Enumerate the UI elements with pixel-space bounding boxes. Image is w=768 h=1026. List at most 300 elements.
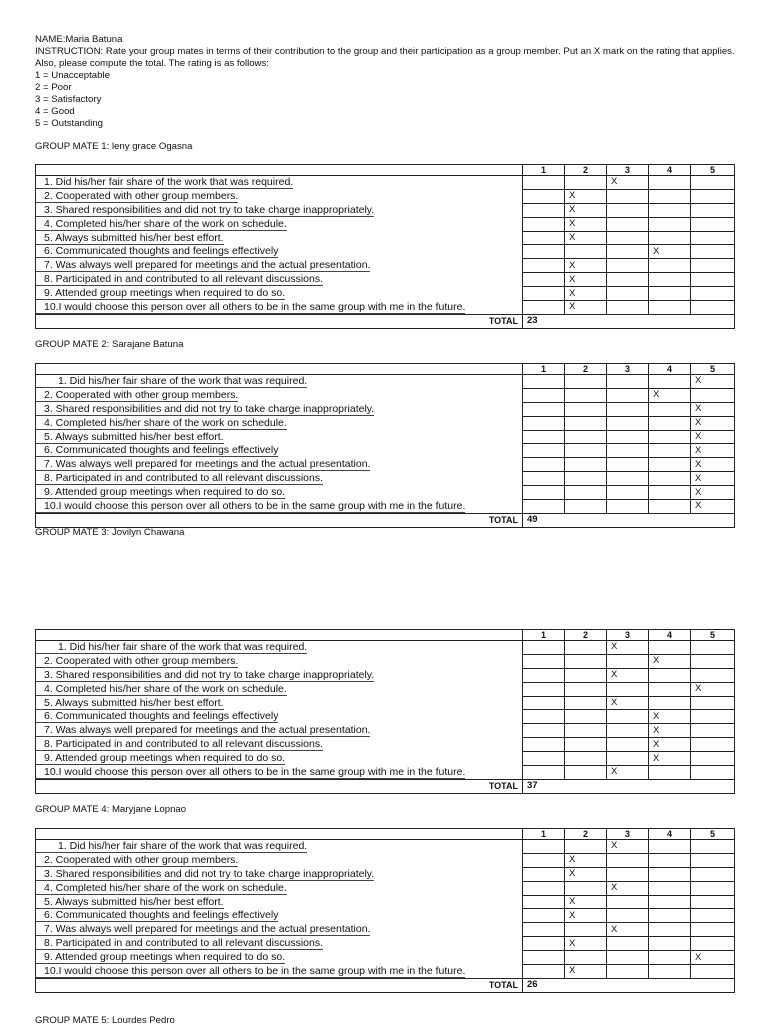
rating-cell-5[interactable]	[691, 259, 735, 273]
table-row	[36, 654, 735, 668]
rating-column-header: 3	[607, 630, 649, 641]
rating-cell-5[interactable]	[691, 273, 735, 287]
table-row	[36, 273, 735, 287]
rating-cell-1[interactable]	[523, 682, 565, 696]
rating-cell-4[interactable]	[649, 500, 691, 514]
rating-cell-4[interactable]	[649, 375, 691, 389]
rating-cell-4[interactable]	[649, 668, 691, 682]
rating-cell-5[interactable]	[691, 176, 735, 190]
rating-cell-4[interactable]: X	[649, 654, 691, 668]
rating-column-header: 5	[691, 165, 735, 176]
table-row	[36, 724, 735, 738]
rating-column-header: 2	[565, 364, 607, 375]
table-row	[36, 881, 735, 895]
rating-cell-3[interactable]: X	[607, 840, 649, 854]
rating-cell-5[interactable]	[691, 965, 735, 979]
table-row	[36, 951, 735, 965]
table-row	[36, 668, 735, 682]
rating-cell-4[interactable]	[649, 176, 691, 190]
table-row	[36, 189, 735, 203]
table-row	[36, 867, 735, 881]
rating-column-header: 1	[523, 165, 565, 176]
rating-cell-4[interactable]	[649, 641, 691, 655]
rating-cell-1[interactable]	[523, 203, 565, 217]
rating-cell-2[interactable]	[565, 766, 607, 780]
total-value[interactable]: 49	[523, 513, 735, 527]
rating-cell-4[interactable]	[649, 402, 691, 416]
table-row	[36, 444, 735, 458]
criterion-text: 5. Always submitted his/her best effort.	[36, 697, 224, 710]
rating-cell-5[interactable]	[691, 895, 735, 909]
rating-cell-5[interactable]	[691, 923, 735, 937]
rating-cell-1[interactable]	[523, 416, 565, 430]
rating-cell-3[interactable]	[607, 486, 649, 500]
rating-cell-1[interactable]	[523, 273, 565, 287]
rating-cell-1[interactable]	[523, 951, 565, 965]
rating-cell-4[interactable]: X	[649, 738, 691, 752]
rating-cell-5[interactable]	[691, 189, 735, 203]
rating-cell-5[interactable]	[691, 641, 735, 655]
rating-column-header: 5	[691, 364, 735, 375]
rating-cell-4[interactable]: X	[649, 710, 691, 724]
table-row	[36, 965, 735, 979]
rating-cell-3[interactable]	[607, 402, 649, 416]
rating-cell-5[interactable]: X	[691, 402, 735, 416]
table-row	[36, 301, 735, 315]
rating-cell-1[interactable]	[523, 923, 565, 937]
group-mate-5-title: GROUP MATE 5: Lourdes Pedro	[35, 1015, 175, 1026]
rating-cell-3[interactable]: X	[607, 766, 649, 780]
rating-cell-1[interactable]	[523, 287, 565, 301]
rating-cell-5[interactable]: X	[691, 375, 735, 389]
criterion-cell	[36, 738, 523, 752]
rating-cell-5[interactable]	[691, 738, 735, 752]
rating-cell-4[interactable]	[649, 259, 691, 273]
total-label: TOTAL	[36, 513, 523, 527]
criterion-cell	[36, 203, 523, 217]
rating-cell-2[interactable]	[565, 176, 607, 190]
rating-cell-4[interactable]: X	[649, 388, 691, 402]
rating-cell-4[interactable]	[649, 273, 691, 287]
rating-cell-1[interactable]	[523, 840, 565, 854]
rating-cell-1[interactable]	[523, 500, 565, 514]
criterion-text: 6. Communicated thoughts and feelings effectively	[36, 444, 278, 457]
rating-cell-2[interactable]	[565, 402, 607, 416]
rating-cell-2[interactable]	[565, 458, 607, 472]
rating-cell-1[interactable]	[523, 231, 565, 245]
total-row	[36, 314, 735, 328]
rating-cell-3[interactable]	[607, 965, 649, 979]
criterion-cell	[36, 641, 523, 655]
rating-cell-3[interactable]	[607, 245, 649, 259]
criterion-text: 10.I would choose this person over all others to be in the same group with me in the future.	[36, 301, 465, 314]
rating-cell-1[interactable]	[523, 867, 565, 881]
rating-column-header: 5	[691, 630, 735, 641]
rating-cell-2[interactable]	[565, 245, 607, 259]
criterion-text: 1. Did his/her fair share of the work that was required.	[36, 176, 293, 189]
rating-cell-2[interactable]: X	[565, 259, 607, 273]
table-row	[36, 430, 735, 444]
instruction-text: INSTRUCTION: Rate your group mates in terms of their contribution to the group and their participation as a group member. Put an X mark on the rating that applies. Also, please compute the total. The rating is as follows:	[35, 46, 735, 69]
rating-cell-5[interactable]: X	[691, 430, 735, 444]
criterion-cell	[36, 402, 523, 416]
student-name: NAME:Maria Batuna	[35, 34, 123, 45]
rating-cell-1[interactable]	[523, 668, 565, 682]
rating-cell-4[interactable]	[649, 203, 691, 217]
rating-column-header: 1	[523, 364, 565, 375]
criterion-text: 2. Cooperated with other group members.	[36, 854, 238, 867]
rating-cell-5[interactable]	[691, 668, 735, 682]
rating-cell-4[interactable]	[649, 287, 691, 301]
rating-cell-1[interactable]	[523, 486, 565, 500]
rating-cell-3[interactable]: X	[607, 641, 649, 655]
rating-cell-2[interactable]: X	[565, 937, 607, 951]
rating-cell-2[interactable]	[565, 738, 607, 752]
rating-cell-3[interactable]	[607, 273, 649, 287]
rating-cell-2[interactable]: X	[565, 231, 607, 245]
rating-cell-5[interactable]	[691, 853, 735, 867]
criterion-cell	[36, 189, 523, 203]
table-row	[36, 245, 735, 259]
criterion-text: 9. Attended group meetings when required to do so.	[36, 287, 285, 300]
rating-cell-3[interactable]	[607, 259, 649, 273]
rating-cell-2[interactable]	[565, 654, 607, 668]
rating-cell-4[interactable]	[649, 444, 691, 458]
rating-cell-2[interactable]: X	[565, 853, 607, 867]
rating-cell-2[interactable]	[565, 668, 607, 682]
rating-cell-2[interactable]	[565, 951, 607, 965]
total-value[interactable]: 26	[523, 978, 735, 992]
rating-cell-3[interactable]	[607, 738, 649, 752]
rating-cell-4[interactable]	[649, 951, 691, 965]
rating-cell-1[interactable]	[523, 430, 565, 444]
rating-cell-1[interactable]	[523, 696, 565, 710]
rating-cell-2[interactable]: X	[565, 909, 607, 923]
rating-cell-2[interactable]: X	[565, 203, 607, 217]
rating-column-header: 1	[523, 630, 565, 641]
rating-cell-2[interactable]	[565, 500, 607, 514]
criterion-cell	[36, 951, 523, 965]
rating-cell-4[interactable]	[649, 881, 691, 895]
rating-cell-3[interactable]	[607, 388, 649, 402]
rating-cell-1[interactable]	[523, 217, 565, 231]
rating-cell-3[interactable]: X	[607, 668, 649, 682]
rating-cell-2[interactable]	[565, 444, 607, 458]
rating-cell-2[interactable]	[565, 486, 607, 500]
rating-cell-3[interactable]	[607, 752, 649, 766]
criterion-cell	[36, 654, 523, 668]
rating-cell-5[interactable]: X	[691, 951, 735, 965]
total-value[interactable]: 37	[523, 779, 735, 793]
rating-table-1	[35, 164, 735, 329]
rating-cell-3[interactable]: X	[607, 696, 649, 710]
rating-cell-1[interactable]	[523, 881, 565, 895]
rating-cell-2[interactable]: X	[565, 287, 607, 301]
scale-item: 4 = Good	[35, 106, 75, 117]
rating-cell-3[interactable]	[607, 375, 649, 389]
rating-cell-3[interactable]	[607, 724, 649, 738]
rating-cell-2[interactable]	[565, 840, 607, 854]
rating-cell-5[interactable]	[691, 766, 735, 780]
rating-cell-2[interactable]: X	[565, 867, 607, 881]
rating-cell-3[interactable]	[607, 472, 649, 486]
criterion-cell	[36, 301, 523, 315]
criterion-text: 4. Completed his/her share of the work on schedule.	[36, 882, 287, 895]
rating-cell-5[interactable]	[691, 654, 735, 668]
rating-cell-3[interactable]	[607, 937, 649, 951]
rating-cell-2[interactable]	[565, 752, 607, 766]
table-row	[36, 388, 735, 402]
rating-cell-2[interactable]	[565, 724, 607, 738]
rating-cell-3[interactable]: X	[607, 881, 649, 895]
rating-cell-3[interactable]	[607, 203, 649, 217]
criterion-text: 6. Communicated thoughts and feelings effectively	[36, 245, 278, 258]
rating-cell-2[interactable]: X	[565, 895, 607, 909]
rating-cell-2[interactable]	[565, 881, 607, 895]
table-row	[36, 738, 735, 752]
rating-cell-1[interactable]	[523, 909, 565, 923]
criterion-cell	[36, 486, 523, 500]
rating-cell-4[interactable]	[649, 867, 691, 881]
rating-cell-3[interactable]	[607, 444, 649, 458]
criterion-cell	[36, 245, 523, 259]
rating-cell-3[interactable]	[607, 458, 649, 472]
rating-cell-4[interactable]	[649, 965, 691, 979]
rating-cell-4[interactable]: X	[649, 724, 691, 738]
rating-cell-5[interactable]	[691, 840, 735, 854]
criterion-cell	[36, 965, 523, 979]
rating-cell-5[interactable]: X	[691, 444, 735, 458]
rating-cell-1[interactable]	[523, 710, 565, 724]
rating-cell-1[interactable]	[523, 965, 565, 979]
rating-cell-2[interactable]: X	[565, 301, 607, 315]
rating-cell-1[interactable]	[523, 444, 565, 458]
scale-item: 5 = Outstanding	[35, 118, 104, 129]
rating-cell-4[interactable]	[649, 840, 691, 854]
scale-item: 1 = Unacceptable	[35, 70, 110, 81]
rating-column-header: 3	[607, 165, 649, 176]
group-mate-1-title: GROUP MATE 1: leny grace Ogasna	[35, 141, 193, 152]
criterion-cell	[36, 176, 523, 190]
rating-cell-4[interactable]	[649, 937, 691, 951]
rating-cell-3[interactable]	[607, 416, 649, 430]
rating-cell-4[interactable]	[649, 486, 691, 500]
rating-cell-5[interactable]: X	[691, 500, 735, 514]
rating-cell-4[interactable]	[649, 458, 691, 472]
rating-cell-4[interactable]: X	[649, 245, 691, 259]
rating-cell-5[interactable]	[691, 301, 735, 315]
criterion-cell	[36, 937, 523, 951]
rating-cell-1[interactable]	[523, 654, 565, 668]
rating-cell-5[interactable]: X	[691, 416, 735, 430]
rating-cell-5[interactable]: X	[691, 458, 735, 472]
table-row	[36, 402, 735, 416]
rating-column-header: 4	[649, 364, 691, 375]
criterion-cell	[36, 217, 523, 231]
rating-cell-3[interactable]	[607, 682, 649, 696]
rating-cell-2[interactable]	[565, 375, 607, 389]
rating-cell-4[interactable]	[649, 766, 691, 780]
rating-cell-2[interactable]: X	[565, 189, 607, 203]
rating-cell-4[interactable]	[649, 682, 691, 696]
rating-cell-1[interactable]	[523, 724, 565, 738]
criterion-text: 4. Completed his/her share of the work on schedule.	[36, 683, 287, 696]
rating-cell-4[interactable]	[649, 416, 691, 430]
rating-cell-2[interactable]	[565, 696, 607, 710]
rating-cell-5[interactable]: X	[691, 486, 735, 500]
rating-cell-1[interactable]	[523, 458, 565, 472]
rating-cell-2[interactable]	[565, 472, 607, 486]
criterion-text: 5. Always submitted his/her best effort.	[36, 232, 224, 245]
criterion-text: 4. Completed his/her share of the work on schedule.	[36, 417, 287, 430]
criterion-text: 3. Shared responsibilities and did not try to take charge inappropriately.	[36, 204, 374, 217]
rating-cell-1[interactable]	[523, 766, 565, 780]
criterion-text: 3. Shared responsibilities and did not try to take charge inappropriately.	[36, 669, 374, 682]
rating-cell-1[interactable]	[523, 738, 565, 752]
table-row	[36, 840, 735, 854]
rating-cell-3[interactable]	[607, 895, 649, 909]
table-row	[36, 259, 735, 273]
criterion-text: 4. Completed his/her share of the work on schedule.	[36, 218, 287, 231]
criterion-text: 9. Attended group meetings when required to do so.	[36, 951, 285, 964]
rating-cell-5[interactable]: X	[691, 682, 735, 696]
rating-cell-5[interactable]	[691, 245, 735, 259]
total-value[interactable]: 23	[523, 314, 735, 328]
rating-cell-4[interactable]	[649, 853, 691, 867]
rating-cell-5[interactable]	[691, 217, 735, 231]
rating-cell-5[interactable]: X	[691, 472, 735, 486]
table-row	[36, 287, 735, 301]
rating-cell-5[interactable]	[691, 203, 735, 217]
criterion-cell	[36, 668, 523, 682]
rating-cell-5[interactable]	[691, 710, 735, 724]
rating-cell-3[interactable]	[607, 867, 649, 881]
rating-cell-4[interactable]	[649, 189, 691, 203]
rating-cell-2[interactable]: X	[565, 273, 607, 287]
criterion-cell	[36, 430, 523, 444]
criterion-text: 8. Participated in and contributed to all relevant discussions.	[36, 738, 323, 751]
rating-cell-4[interactable]	[649, 430, 691, 444]
rating-cell-5[interactable]	[691, 724, 735, 738]
rating-cell-3[interactable]	[607, 217, 649, 231]
table-row	[36, 909, 735, 923]
table-row	[36, 500, 735, 514]
rating-cell-2[interactable]	[565, 430, 607, 444]
criterion-cell	[36, 458, 523, 472]
rating-cell-1[interactable]	[523, 176, 565, 190]
rating-cell-1[interactable]	[523, 189, 565, 203]
rating-cell-5[interactable]	[691, 388, 735, 402]
rating-cell-5[interactable]	[691, 937, 735, 951]
rating-cell-1[interactable]	[523, 472, 565, 486]
rating-cell-2[interactable]	[565, 923, 607, 937]
rating-cell-2[interactable]: X	[565, 965, 607, 979]
rating-cell-3[interactable]	[607, 909, 649, 923]
criterion-text: 3. Shared responsibilities and did not try to take charge inappropriately.	[36, 868, 374, 881]
rating-cell-3[interactable]	[607, 430, 649, 444]
rating-column-header: 5	[691, 829, 735, 840]
rating-column-header: 4	[649, 630, 691, 641]
rating-cell-3[interactable]	[607, 500, 649, 514]
rating-cell-1[interactable]	[523, 641, 565, 655]
rating-cell-5[interactable]	[691, 881, 735, 895]
total-row	[36, 978, 735, 992]
rating-cell-1[interactable]	[523, 245, 565, 259]
criterion-cell	[36, 259, 523, 273]
rating-cell-5[interactable]	[691, 696, 735, 710]
rating-cell-3[interactable]	[607, 189, 649, 203]
criterion-text: 6. Communicated thoughts and feelings effectively	[36, 909, 278, 922]
rating-cell-3[interactable]	[607, 301, 649, 315]
criterion-cell	[36, 840, 523, 854]
header-blank	[36, 165, 523, 176]
rating-cell-1[interactable]	[523, 402, 565, 416]
rating-cell-3[interactable]	[607, 654, 649, 668]
rating-cell-1[interactable]	[523, 752, 565, 766]
criterion-text: 10.I would choose this person over all others to be in the same group with me in the future.	[36, 965, 465, 978]
rating-cell-5[interactable]	[691, 752, 735, 766]
rating-cell-5[interactable]	[691, 909, 735, 923]
rating-cell-5[interactable]	[691, 287, 735, 301]
rating-cell-4[interactable]	[649, 909, 691, 923]
rating-cell-1[interactable]	[523, 937, 565, 951]
rating-cell-2[interactable]	[565, 682, 607, 696]
rating-cell-3[interactable]	[607, 951, 649, 965]
rating-cell-4[interactable]	[649, 472, 691, 486]
rating-cell-4[interactable]	[649, 895, 691, 909]
rating-cell-1[interactable]	[523, 853, 565, 867]
rating-cell-3[interactable]	[607, 231, 649, 245]
rating-cell-3[interactable]	[607, 287, 649, 301]
rating-cell-4[interactable]	[649, 301, 691, 315]
rating-cell-1[interactable]	[523, 259, 565, 273]
criterion-text: 2. Cooperated with other group members.	[36, 190, 238, 203]
total-row	[36, 513, 735, 527]
table-row	[36, 217, 735, 231]
rating-cell-3[interactable]	[607, 710, 649, 724]
rating-column-header: 4	[649, 829, 691, 840]
rating-cell-3[interactable]: X	[607, 923, 649, 937]
criterion-cell	[36, 231, 523, 245]
rating-column-header: 1	[523, 829, 565, 840]
table-row	[36, 937, 735, 951]
rating-cell-4[interactable]: X	[649, 752, 691, 766]
scale-item: 3 = Satisfactory	[35, 94, 102, 105]
rating-cell-1[interactable]	[523, 301, 565, 315]
rating-cell-4[interactable]	[649, 923, 691, 937]
rating-cell-1[interactable]	[523, 375, 565, 389]
rating-cell-4[interactable]	[649, 231, 691, 245]
table-row	[36, 641, 735, 655]
rating-cell-2[interactable]	[565, 416, 607, 430]
rating-cell-4[interactable]	[649, 217, 691, 231]
rating-cell-1[interactable]	[523, 895, 565, 909]
rating-cell-2[interactable]: X	[565, 217, 607, 231]
rating-cell-3[interactable]: X	[607, 176, 649, 190]
criterion-cell	[36, 287, 523, 301]
criterion-cell	[36, 682, 523, 696]
rating-cell-5[interactable]	[691, 867, 735, 881]
table-row	[36, 853, 735, 867]
rating-cell-2[interactable]	[565, 710, 607, 724]
rating-cell-1[interactable]	[523, 388, 565, 402]
rating-cell-5[interactable]	[691, 231, 735, 245]
rating-cell-4[interactable]	[649, 696, 691, 710]
rating-cell-2[interactable]	[565, 388, 607, 402]
rating-cell-3[interactable]	[607, 853, 649, 867]
group-mate-2-title: GROUP MATE 2: Sarajane Batuna	[35, 339, 184, 350]
rating-cell-2[interactable]	[565, 641, 607, 655]
